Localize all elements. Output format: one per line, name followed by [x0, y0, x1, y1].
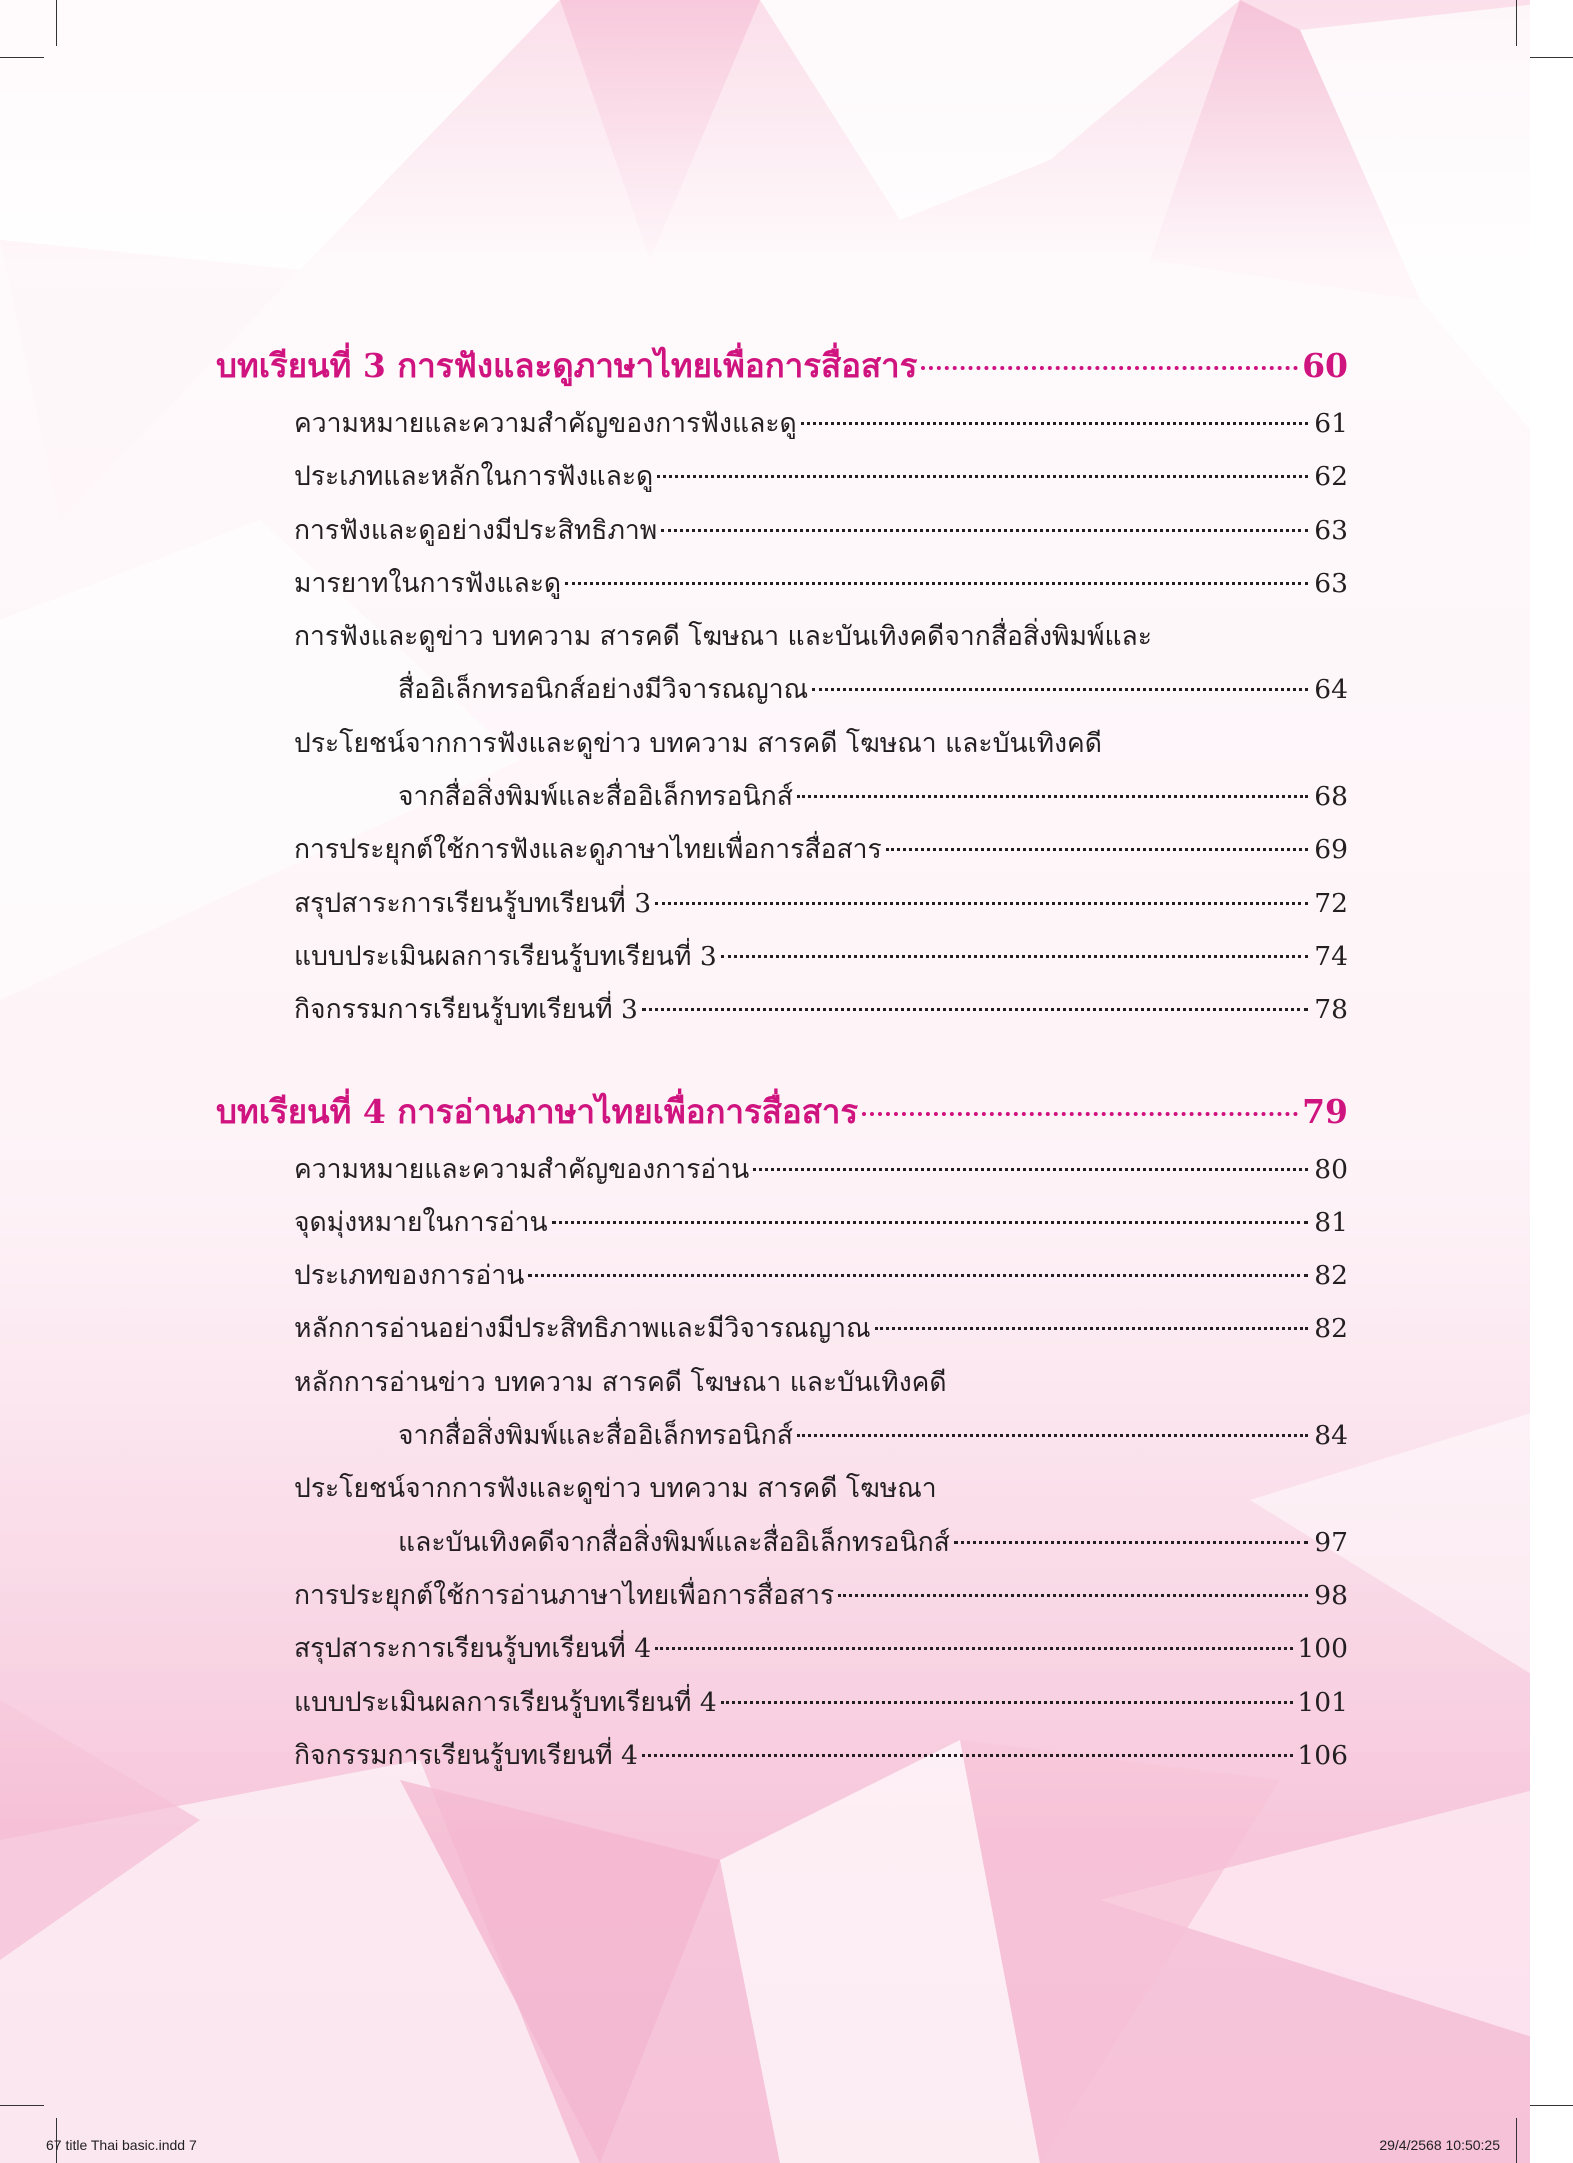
crop-mark-bottom-right-h	[1530, 2105, 1573, 2106]
entry-text: หลักการอ่านอย่างมีประสิทธิภาพและมีวิจารณญาณ	[294, 1313, 871, 1345]
entry-page-number: 101	[1297, 1686, 1348, 1718]
dot-leader	[565, 582, 1308, 585]
toc-entry[interactable]	[216, 1569, 1348, 1622]
dot-leader	[655, 902, 1308, 905]
entry-text: สรุปสาระการเรียนรู้บทเรียนที่ 3	[294, 887, 652, 919]
crop-mark-top-left-h	[0, 57, 44, 58]
chapter-heading[interactable]	[216, 1081, 1348, 1143]
dot-leader	[552, 1221, 1308, 1224]
dot-leader	[528, 1274, 1308, 1277]
entry-text: จากสื่อสิ่งพิมพ์และสื่ออิเล็กทรอนิกส์	[398, 1420, 793, 1452]
entry-text: กิจกรรมการเรียนรู้บทเรียนที่ 4	[294, 1739, 638, 1771]
dot-leader	[875, 1327, 1308, 1330]
toc-entry[interactable]	[216, 450, 1348, 503]
chapter-page-number: 60	[1302, 346, 1348, 385]
dot-leader	[812, 688, 1308, 691]
dot-leader	[661, 529, 1308, 532]
toc-entry[interactable]	[216, 983, 1348, 1036]
table-of-contents	[216, 335, 1348, 1826]
entry-page-number: 62	[1314, 461, 1348, 493]
toc-entry[interactable]	[216, 504, 1348, 557]
dot-leader	[753, 1168, 1308, 1171]
crop-mark-bottom-right-v	[1516, 2118, 1517, 2163]
entry-page-number: 82	[1314, 1260, 1348, 1292]
dot-leader	[721, 955, 1308, 958]
entry-page-number: 69	[1314, 834, 1348, 866]
entry-text: จากสื่อสิ่งพิมพ์และสื่ออิเล็กทรอนิกส์	[398, 781, 793, 813]
dot-leader	[657, 475, 1308, 478]
entry-page-number: 98	[1314, 1579, 1348, 1611]
toc-entry-first-line[interactable]: การฟังและดูข่าว บทความ สารคดี โฆษณา และบันเทิงคดีจากสื่อสิ่งพิมพ์และ	[294, 621, 1153, 653]
crop-mark-top-right-v	[1516, 0, 1517, 46]
chapter-title-text: บทเรียนที่ 4 การอ่านภาษาไทยเพื่อการสื่อสาร	[216, 1091, 859, 1131]
dot-leader	[797, 1434, 1308, 1437]
entry-page-number: 64	[1314, 674, 1348, 706]
entry-text: กิจกรรมการเรียนรู้บทเรียนที่ 3	[294, 994, 638, 1026]
entry-text: และบันเทิงคดีจากสื่อสิ่งพิมพ์และสื่ออิเล็กทรอนิกส์	[398, 1526, 950, 1558]
dot-leader	[862, 1112, 1298, 1116]
chapter-3	[216, 335, 1348, 1037]
toc-entry[interactable]	[216, 1302, 1348, 1355]
entry-page-number: 61	[1314, 408, 1348, 439]
entry-page-number: 68	[1314, 781, 1348, 813]
toc-entry[interactable]	[216, 1143, 1348, 1196]
toc-entry[interactable]	[216, 1676, 1348, 1729]
entry-page-number: 106	[1297, 1739, 1348, 1771]
toc-entry[interactable]	[216, 877, 1348, 930]
entry-text: ประเภทและหลักในการฟังและดู	[294, 461, 654, 493]
dot-leader	[801, 422, 1308, 425]
entry-text: แบบประเมินผลการเรียนรู้บทเรียนที่ 3	[294, 940, 717, 972]
entry-page-number: 80	[1314, 1153, 1348, 1185]
crop-mark-bottom-left-h	[0, 2105, 44, 2106]
dot-leader	[921, 366, 1298, 370]
dot-leader	[954, 1541, 1308, 1544]
entry-text: ความหมายและความสำคัญของการอ่าน	[294, 1153, 750, 1185]
toc-entry-first-line[interactable]: ประโยชน์จากการฟังและดูข่าว บทความ สารคดี โฆษณา	[294, 1473, 937, 1505]
toc-entry-continuation[interactable]	[216, 770, 1348, 823]
toc-entry-continuation[interactable]	[216, 1409, 1348, 1462]
entry-text: จุดมุ่งหมายในการอ่าน	[294, 1206, 548, 1238]
dot-leader	[838, 1594, 1308, 1597]
entry-page-number: 78	[1314, 994, 1348, 1026]
toc-entry[interactable]	[216, 397, 1348, 450]
dot-leader	[642, 1008, 1308, 1011]
entry-text: สรุปสาระการเรียนรู้บทเรียนที่ 4	[294, 1633, 652, 1665]
chapter-title-text: บทเรียนที่ 3 การฟังและดูภาษาไทยเพื่อการสื่อสาร	[216, 346, 918, 385]
slug-file-info: 67 title Thai basic.indd 7	[46, 2137, 197, 2153]
entry-page-number: 84	[1314, 1420, 1348, 1452]
chapter-heading[interactable]	[216, 335, 1348, 397]
entry-page-number: 63	[1314, 567, 1348, 599]
crop-mark-top-right-h	[1530, 57, 1573, 58]
entry-text: การประยุกต์ใช้การฟังและดูภาษาไทยเพื่อการสื่อสาร	[294, 834, 882, 866]
chapter-4	[216, 1081, 1348, 1783]
entry-text: แบบประเมินผลการเรียนรู้บทเรียนที่ 4	[294, 1686, 717, 1718]
entry-text: ความหมายและความสำคัญของการฟังและดู	[294, 408, 797, 439]
chapter-page-number: 79	[1302, 1091, 1348, 1131]
dot-leader	[655, 1647, 1293, 1650]
entry-page-number: 82	[1314, 1313, 1348, 1345]
toc-entry[interactable]	[216, 1249, 1348, 1302]
entry-text: ประเภทของการอ่าน	[294, 1260, 525, 1292]
toc-entry-continuation[interactable]	[216, 1516, 1348, 1569]
dot-leader	[721, 1701, 1294, 1704]
entry-text: การประยุกต์ใช้การอ่านภาษาไทยเพื่อการสื่อสาร	[294, 1579, 835, 1611]
toc-entry[interactable]	[216, 930, 1348, 983]
slug-datetime: 29/4/2568 10:50:25	[1379, 2137, 1500, 2153]
entry-page-number: 74	[1314, 940, 1348, 972]
entry-text: มารยาทในการฟังและดู	[294, 567, 562, 599]
toc-entry-continuation[interactable]	[216, 663, 1348, 716]
toc-entry[interactable]	[216, 1622, 1348, 1675]
toc-entry[interactable]	[216, 1729, 1348, 1782]
dot-leader	[886, 848, 1308, 851]
entry-text: สื่ออิเล็กทรอนิกส์อย่างมีวิจารณญาณ	[398, 674, 809, 706]
dot-leader	[642, 1754, 1294, 1757]
toc-entry[interactable]	[216, 823, 1348, 876]
entry-page-number: 81	[1314, 1206, 1348, 1238]
entry-page-number: 72	[1314, 887, 1348, 919]
entry-page-number: 100	[1297, 1633, 1348, 1665]
toc-entry-first-line[interactable]: หลักการอ่านข่าว บทความ สารคดี โฆษณา และบันเทิงคดี	[294, 1366, 947, 1398]
entry-text: การฟังและดูอย่างมีประสิทธิภาพ	[294, 514, 658, 546]
crop-mark-top-left-v	[56, 0, 57, 46]
toc-entry-first-line[interactable]: ประโยชน์จากการฟังและดูข่าว บทความ สารคดี โฆษณา และบันเทิงคดี	[294, 727, 1102, 759]
toc-entry[interactable]	[216, 557, 1348, 610]
toc-entry[interactable]	[216, 1196, 1348, 1249]
entry-page-number: 63	[1314, 514, 1348, 546]
dot-leader	[797, 795, 1308, 798]
entry-page-number: 97	[1314, 1526, 1348, 1558]
